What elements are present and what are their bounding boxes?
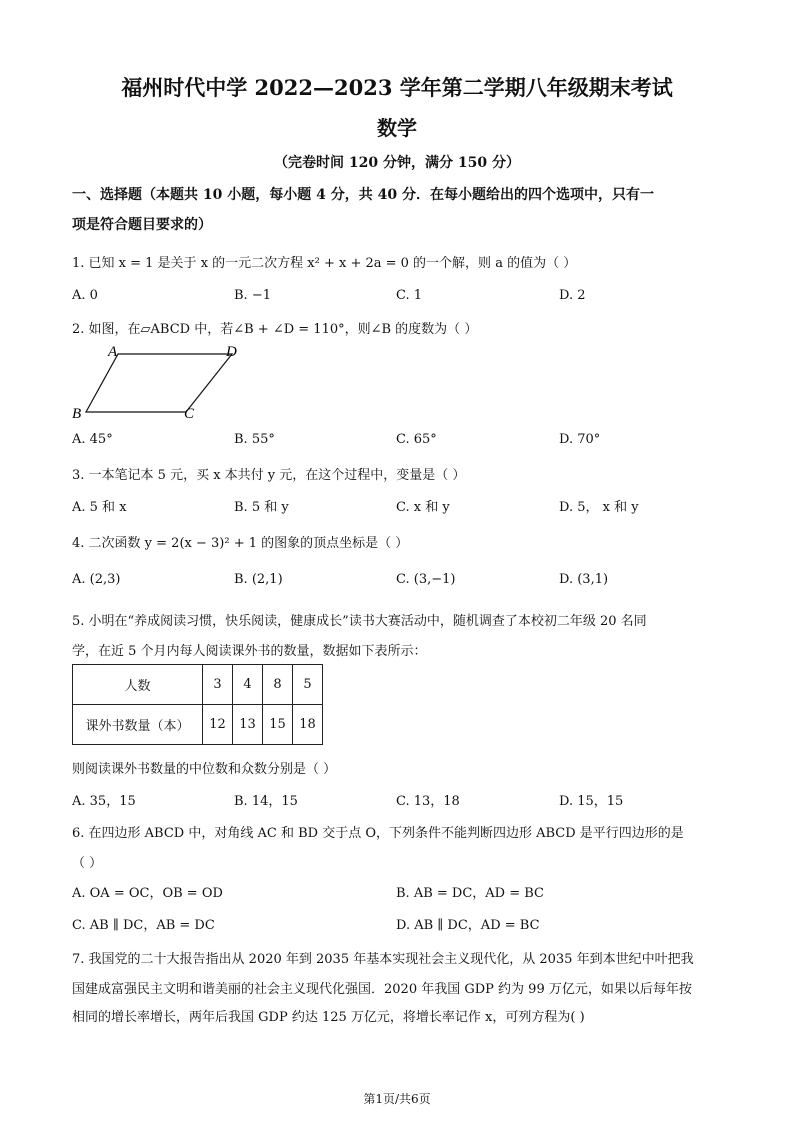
q5-question: 则阅读课外书数量的中位数和众数分别是（ ） [72,762,337,777]
table-cell: 18 [293,705,323,745]
q2-option-a: A. 45° [72,432,113,447]
q6-option-d: D. AB ∥ DC，AD = BC [396,918,540,933]
table-cell: 13 [233,705,263,745]
q6-option-c: C. AB ∥ DC，AB = DC [72,918,215,933]
section-heading-line1: 一、选择题（本题共 10 小题，每小题 4 分，共 40 分．在每小题给出的四个选项中，只有一 [72,187,654,203]
q1-option-c: C. 1 [396,288,423,303]
q3-option-c: C. x 和 y [396,500,450,515]
q1-stem: 1. 已知 x = 1 是关于 x 的一元二次方程 x² + x + 2a = 0 的一个解，则 a 的值为（ ） [72,256,577,271]
vertex-label-b: B [72,406,82,422]
table-cell: 12 [203,705,233,745]
table-row [73,665,323,705]
q7-stem-line2: 国建成富强民主文明和谐美丽的社会主义现代化强国．2020 年我国 GDP 约为 99 万亿元，如果以后每年按 [72,982,692,997]
q5-stem-line1: 5. 小明在“养成阅读习惯，快乐阅读，健康成长”读书大赛活动中，随机调查了本校初二年级 20 名同 [72,614,647,629]
q1-option-d: D. 2 [559,288,586,303]
vertex-label-c: C [184,406,195,422]
q1-option-a: A. 0 [72,288,98,303]
table-cell: 课外书数量（本） [73,705,203,745]
q3-option-d: D. 5， x 和 y [559,500,639,515]
q7-stem-line3: 相同的增长率增长，两年后我国 GDP 约达 125 万亿元，将增长率记作 x，可列方程为( ) [72,1010,585,1025]
q7-stem-line1: 7. 我国党的二十大报告指出从 2020 年到 2035 年基本实现社会主义现代化，从 2035 年到本世纪中叶把我 [72,952,694,967]
q6-option-b: B. AB = DC，AD = BC [396,886,544,901]
exam-info: （完卷时间 120 分钟，满分 150 分） [274,155,520,171]
q5-option-b: B. 14，15 [234,794,298,809]
parallelogram-figure [66,340,256,426]
parallelogram-shape [86,354,232,412]
table-cell: 人数 [73,665,203,705]
table-cell: 5 [293,665,323,705]
q5-option-c: C. 13，18 [396,794,460,809]
q5-stem-line2: 学，在近 5 个月内每人阅读课外书的数量，数据如下表所示： [72,644,427,659]
q3-stem: 3. 一本笔记本 5 元，买 x 本共付 y 元，在这个过程中，变量是（ ） [72,468,466,483]
table-cell: 15 [263,705,293,745]
q4-stem: 4. 二次函数 y = 2(x − 3)² + 1 的图象的顶点坐标是（ ） [72,536,409,551]
table-cell: 3 [203,665,233,705]
q4-option-d: D. (3,1) [559,572,609,587]
q4-option-a: A. (2,3) [72,572,121,587]
q3-option-a: A. 5 和 x [72,500,127,515]
q3-option-b: B. 5 和 y [234,500,289,515]
q5-option-d: D. 15，15 [559,794,624,809]
page-number: 第1页/共6页 [363,1092,431,1106]
table-row [73,705,323,745]
exam-title: 福州时代中学 2022—2023 学年第二学期八年级期末考试 [121,75,673,100]
reading-data-table [72,664,323,745]
q1-option-b: B. −1 [234,288,271,303]
table-cell: 8 [263,665,293,705]
section-heading-line2: 项是符合题目要求的） [72,217,212,233]
q6-option-a: A. OA = OC，OB = OD [72,886,223,901]
vertex-label-d: D [226,344,237,360]
q6-stem-line1: 6. 在四边形 ABCD 中，对角线 AC 和 BD 交于点 O，下列条件不能判断四边形 ABCD 是平行四边形的是 [72,826,684,841]
q2-stem: 2. 如图，在▱ABCD 中，若∠B + ∠D = 110°，则∠B 的度数为（ ） [72,322,478,337]
table-cell: 4 [233,665,263,705]
subject-title: 数学 [377,116,417,140]
q2-option-d: D. 70° [559,432,601,447]
q4-option-c: C. (3,−1) [396,572,456,587]
q5-option-a: A. 35，15 [72,794,136,809]
q4-option-b: B. (2,1) [234,572,283,587]
q6-stem-line2: （ ） [72,856,103,871]
vertex-label-a: A [108,344,118,360]
q2-option-c: C. 65° [396,432,437,447]
q2-option-b: B. 55° [234,432,275,447]
